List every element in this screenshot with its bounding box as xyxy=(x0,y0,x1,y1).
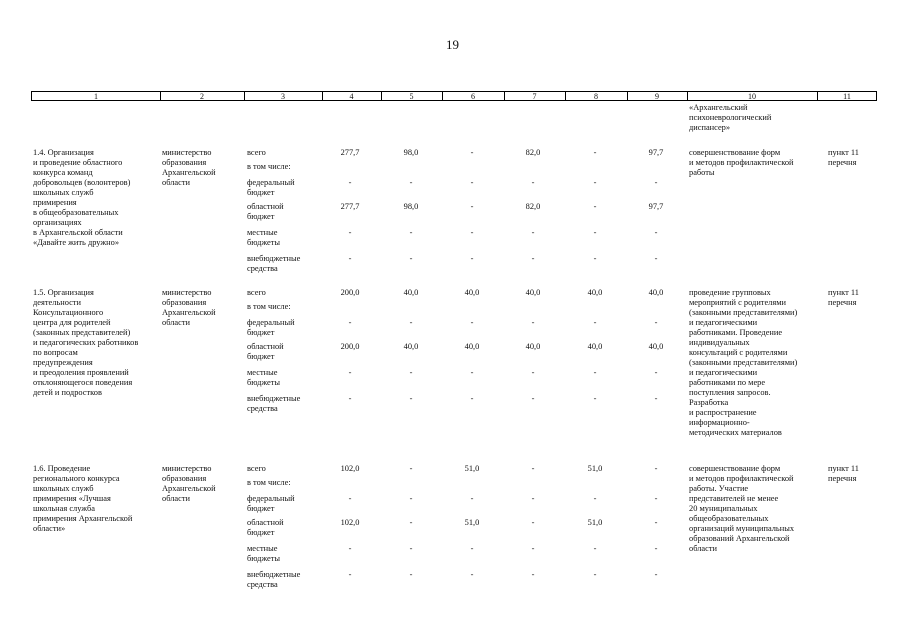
header-cell-3: 3 xyxy=(281,92,285,101)
amount-cell: 98,0 xyxy=(403,202,419,211)
amount-cell: 97,7 xyxy=(648,202,664,211)
amount-cell: - xyxy=(470,494,474,503)
amount-cell: - xyxy=(654,394,658,403)
amount-cell: - xyxy=(654,254,658,263)
amount-cell: - xyxy=(593,318,597,327)
funding-source-label: в том числе: xyxy=(247,478,291,487)
amount-cell: 51,0 xyxy=(587,518,603,527)
executor: министерство образования Архангельской области xyxy=(162,288,216,327)
amount-cell: 277,7 xyxy=(340,148,360,157)
amount-cell: - xyxy=(654,494,658,503)
amount-cell: - xyxy=(531,518,535,527)
funding-source-label: местные бюджеты xyxy=(247,368,281,387)
amount-cell: - xyxy=(593,394,597,403)
header-cell-9: 9 xyxy=(655,92,659,101)
amount-cell: - xyxy=(531,228,535,237)
event-name: 1.4. Организация и проведение областного конкурса команд добровольцев (волонтеров) школьных служб примирения в общеобразовательных организациях в Архангельской области «Давайте жить дружно» xyxy=(33,148,131,247)
amount-cell: - xyxy=(654,544,658,553)
amount-cell: - xyxy=(593,368,597,377)
amount-cell: - xyxy=(654,368,658,377)
amount-cell: 40,0 xyxy=(403,342,419,351)
amount-cell: 40,0 xyxy=(403,288,419,297)
amount-cell: - xyxy=(531,570,535,579)
amount-cell: - xyxy=(531,254,535,263)
funding-source-label: областной бюджет xyxy=(247,202,284,221)
amount-cell: - xyxy=(348,254,352,263)
amount-cell: - xyxy=(654,178,658,187)
page-number: 19 xyxy=(446,37,459,52)
header-cell-2: 2 xyxy=(200,92,204,101)
amount-cell: - xyxy=(531,464,535,473)
amount-cell: 40,0 xyxy=(464,288,480,297)
amount-cell: 200,0 xyxy=(340,342,360,351)
amount-cell: - xyxy=(348,570,352,579)
amount-cell: - xyxy=(409,368,413,377)
amount-cell: 40,0 xyxy=(648,288,664,297)
funding-source-label: внебюджетные средства xyxy=(247,394,301,413)
continuation-text: «Архангельский психоневрологический диспансер» xyxy=(689,103,772,132)
amount-cell: 40,0 xyxy=(648,342,664,351)
funding-source-label: всего xyxy=(247,288,266,297)
amount-cell: - xyxy=(470,254,474,263)
amount-cell: - xyxy=(409,228,413,237)
amount-cell: - xyxy=(593,228,597,237)
event-name: 1.5. Организация деятельности Консультационного центра для родителей (законных представителей) и педагогических работников по вопросам предупреждения и преодоления проявлений отклоняющегося поведения детей и подростков xyxy=(33,288,139,397)
amount-cell: - xyxy=(470,148,474,157)
amount-cell: - xyxy=(531,368,535,377)
amount-cell: 200,0 xyxy=(340,288,360,297)
amount-cell: - xyxy=(348,544,352,553)
funding-source-label: федеральный бюджет xyxy=(247,178,295,197)
amount-cell: - xyxy=(409,494,413,503)
amount-cell: - xyxy=(348,228,352,237)
amount-cell: 82,0 xyxy=(525,148,541,157)
amount-cell: - xyxy=(470,544,474,553)
amount-cell: - xyxy=(593,570,597,579)
amount-cell: 97,7 xyxy=(648,148,664,157)
executor: министерство образования Архангельской области xyxy=(162,148,216,187)
funding-source-label: областной бюджет xyxy=(247,342,284,361)
amount-cell: - xyxy=(409,178,413,187)
funding-source-label: местные бюджеты xyxy=(247,544,281,563)
amount-cell: - xyxy=(593,544,597,553)
amount-cell: 277,7 xyxy=(340,202,360,211)
header-cell-6: 6 xyxy=(471,92,475,101)
amount-cell: 40,0 xyxy=(464,342,480,351)
amount-cell: - xyxy=(531,318,535,327)
header-cell-8: 8 xyxy=(594,92,598,101)
amount-cell: - xyxy=(348,318,352,327)
amount-cell: - xyxy=(409,464,413,473)
amount-cell: 40,0 xyxy=(525,288,541,297)
funding-source-label: федеральный бюджет xyxy=(247,494,295,513)
amount-cell: - xyxy=(409,318,413,327)
funding-source-label: областной бюджет xyxy=(247,518,284,537)
reference: пункт 11 перечня xyxy=(828,288,859,307)
amount-cell: - xyxy=(593,202,597,211)
amount-cell: - xyxy=(654,570,658,579)
amount-cell: - xyxy=(409,544,413,553)
amount-cell: - xyxy=(531,178,535,187)
amount-cell: - xyxy=(470,202,474,211)
funding-source-label: внебюджетные средства xyxy=(247,570,301,589)
funding-source-label: федеральный бюджет xyxy=(247,318,295,337)
amount-cell: 40,0 xyxy=(587,342,603,351)
executor: министерство образования Архангельской области xyxy=(162,464,216,503)
header-cell-11: 11 xyxy=(843,92,851,101)
amount-cell: - xyxy=(470,228,474,237)
amount-cell: - xyxy=(593,494,597,503)
funding-source-label: внебюджетные средства xyxy=(247,254,301,273)
amount-cell: - xyxy=(409,570,413,579)
amount-cell: - xyxy=(470,394,474,403)
amount-cell: - xyxy=(409,394,413,403)
funding-source-label: в том числе: xyxy=(247,302,291,311)
amount-cell: - xyxy=(531,394,535,403)
header-cell-7: 7 xyxy=(532,92,537,101)
amount-cell: - xyxy=(409,254,413,263)
amount-cell: - xyxy=(593,254,597,263)
reference: пункт 11 перечня xyxy=(828,464,859,483)
header-cell-5: 5 xyxy=(409,92,414,101)
event-name: 1.6. Проведение регионального конкурса школьных служб примирения «Лучшая школьная служба примирения Архангельской области» xyxy=(33,464,133,533)
amount-cell: 51,0 xyxy=(464,518,480,527)
amount-cell: - xyxy=(470,318,474,327)
result-text: проведение групповых мероприятий с родителями (законными представителями) и педагогическими работниками. Проведение индивидуальных консультаций с родителями (законными представителями) и педагогическими работниками по мере поступления запросов. Разработка и распространение информационно- методических материалов xyxy=(689,288,798,437)
amount-cell: - xyxy=(654,518,658,527)
amount-cell: - xyxy=(593,148,597,157)
amount-cell: - xyxy=(470,368,474,377)
amount-cell: 51,0 xyxy=(464,464,480,473)
funding-source-label: всего xyxy=(247,464,266,473)
amount-cell: 98,0 xyxy=(403,148,419,157)
amount-cell: - xyxy=(348,394,352,403)
amount-cell: - xyxy=(531,544,535,553)
reference: пункт 11 перечня xyxy=(828,148,859,167)
amount-cell: - xyxy=(409,518,413,527)
funding-source-label: местные бюджеты xyxy=(247,228,281,247)
amount-cell: 82,0 xyxy=(525,202,541,211)
table-header xyxy=(31,91,877,101)
amount-cell: - xyxy=(531,494,535,503)
result-text: совершенствование форм и методов профилактической работы xyxy=(689,148,794,177)
header-cell-4: 4 xyxy=(349,92,354,101)
amount-cell: - xyxy=(348,368,352,377)
header-cell-10: 10 xyxy=(748,92,756,101)
amount-cell: 40,0 xyxy=(587,288,603,297)
amount-cell: - xyxy=(654,228,658,237)
amount-cell: - xyxy=(348,494,352,503)
amount-cell: 40,0 xyxy=(525,342,541,351)
funding-source-label: в том числе: xyxy=(247,162,291,171)
amount-cell: 51,0 xyxy=(587,464,603,473)
amount-cell: 102,0 xyxy=(340,464,360,473)
amount-cell: 102,0 xyxy=(340,518,360,527)
funding-source-label: всего xyxy=(247,148,266,157)
amount-cell: - xyxy=(470,178,474,187)
amount-cell: - xyxy=(654,318,658,327)
amount-cell: - xyxy=(348,178,352,187)
amount-cell: - xyxy=(470,570,474,579)
amount-cell: - xyxy=(654,464,658,473)
result-text: совершенствование форм и методов профилактической работы. Участие представителей не менее 20 муниципальных общеобразовательных организаций муниципальных образований Архангельской области xyxy=(689,464,795,553)
header-cell-1: 1 xyxy=(94,92,98,101)
amount-cell: - xyxy=(593,178,597,187)
